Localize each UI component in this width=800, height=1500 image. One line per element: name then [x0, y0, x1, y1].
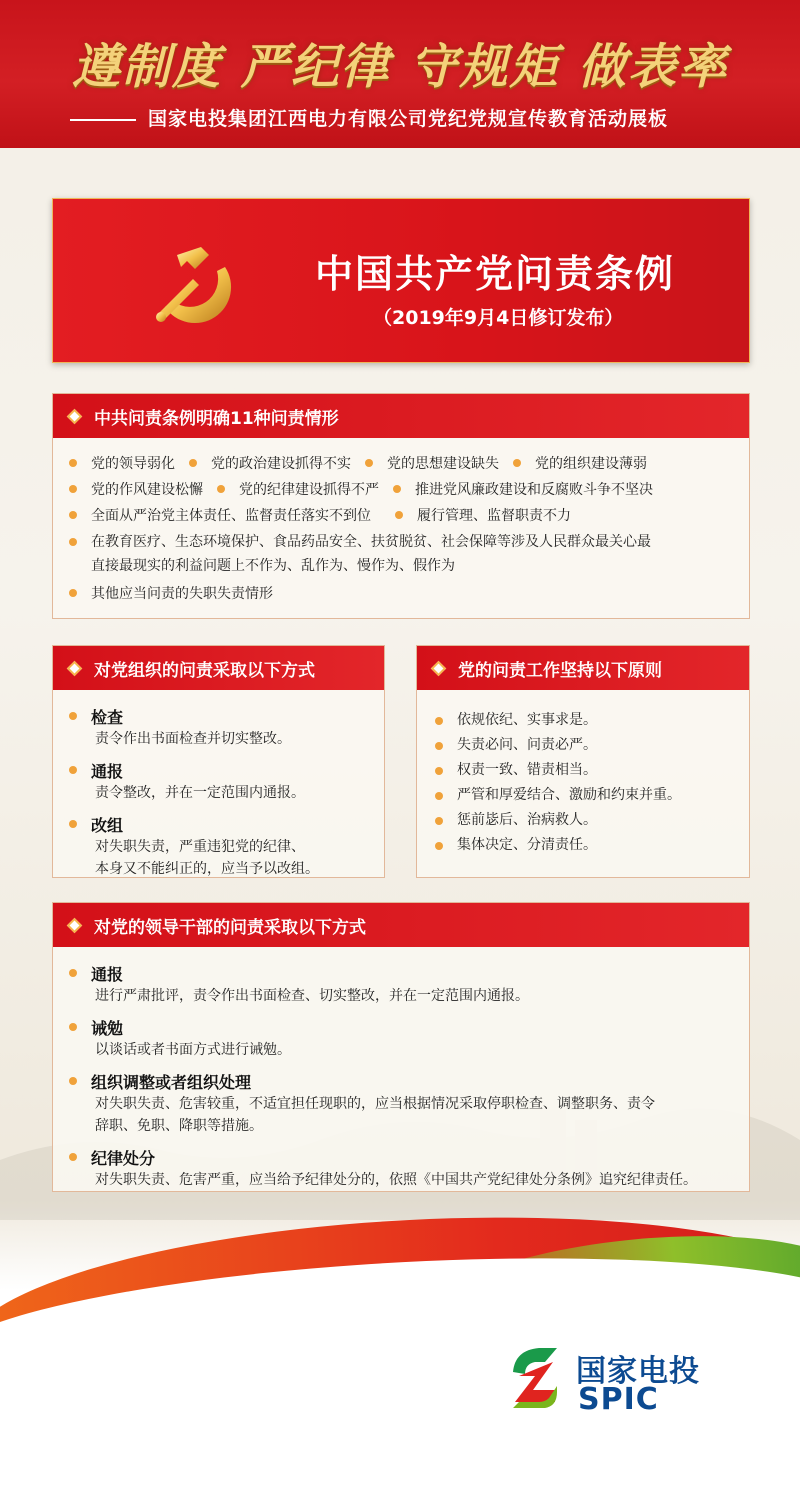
diamond-icon — [67, 660, 83, 676]
list-item — [395, 505, 571, 525]
leader-methods-panel — [52, 902, 750, 1192]
bullet-icon — [69, 459, 77, 467]
bullet-icon — [435, 742, 443, 750]
bullet-icon — [69, 538, 77, 546]
top-banner — [0, 0, 800, 148]
principles-list — [417, 690, 749, 858]
bullet-icon — [69, 1153, 77, 1161]
list-item-text: 党的政治建设抓得不实 — [211, 456, 351, 472]
leader-methods-heading — [53, 903, 749, 947]
situations-heading-text: 中共问责条例明确11种问责情形 — [94, 408, 339, 429]
list-item — [69, 530, 733, 578]
bullet-icon — [435, 842, 443, 850]
bullet-icon — [69, 820, 77, 828]
method-desc: 对失职失责、危害严重，应当给予纪律处分的，依照《中国共产党纪律处分条例》追究纪律责任。 — [95, 1172, 697, 1188]
list-item-text: 党的领导弱化 — [91, 456, 175, 472]
bullet-icon — [435, 792, 443, 800]
list-item-text: 党的思想建设缺失 — [387, 456, 499, 472]
list-item-text: 履行管理、监督职责不力 — [417, 508, 571, 524]
bullet-icon — [217, 485, 225, 493]
bullet-icon — [393, 485, 401, 493]
title-card — [52, 198, 750, 363]
list-item-text: 权责一致、错责相当。 — [457, 762, 597, 778]
list-item — [435, 808, 731, 833]
list-item — [217, 479, 379, 499]
slogan: 遵制度 严纪律 守规矩 做表率 — [71, 39, 729, 95]
bullet-icon — [365, 459, 373, 467]
bullet-icon — [69, 969, 77, 977]
list-item — [69, 479, 203, 499]
list-item — [69, 580, 733, 606]
subtitle — [70, 104, 770, 131]
list-item-text: 全面从严治党主体责任、监督责任落实不到位 — [91, 508, 371, 524]
method-title: 检查 — [91, 707, 124, 727]
list-item-text: 依规依纪、实事求是。 — [457, 712, 597, 728]
principles-heading-text: 党的问责工作坚持以下原则 — [458, 660, 662, 681]
method-desc: 对失职失责，严重违犯党的纪律、 — [95, 839, 305, 855]
method-item — [53, 812, 384, 880]
list-item-line: 直接最现实的利益问题上不作为、乱作为、慢作为、假作为 — [91, 558, 455, 574]
principles-heading — [417, 646, 749, 690]
list-item — [365, 453, 499, 473]
bullet-icon — [189, 459, 197, 467]
list-item — [435, 708, 731, 733]
method-title: 通报 — [91, 761, 124, 781]
method-desc: 以谈话或者书面方式进行诫勉。 — [95, 1042, 291, 1058]
list-item-text: 严管和厚爱结合、激励和约束并重。 — [457, 787, 681, 803]
diamond-icon — [67, 408, 83, 424]
bullet-icon — [69, 712, 77, 720]
list-item — [435, 783, 731, 808]
page-title: 中国共产党问责条例 — [315, 252, 676, 296]
list-item-text: 集体决定、分清责任。 — [457, 837, 597, 853]
list-item — [435, 758, 731, 783]
list-item-text: 其他应当问责的失职失责情形 — [91, 586, 273, 602]
bullet-icon — [435, 717, 443, 725]
list-item — [69, 505, 371, 525]
method-title: 组织调整或者组织处理 — [91, 1072, 252, 1092]
bullet-icon — [69, 485, 77, 493]
method-item — [53, 1145, 749, 1191]
bullet-icon — [69, 1023, 77, 1031]
method-item — [53, 961, 749, 1007]
method-item — [53, 758, 384, 804]
list-item-text: 党的作风建设松懈 — [91, 482, 203, 498]
method-item — [53, 1015, 749, 1061]
principles-panel — [416, 645, 750, 878]
list-item-text: 失责必问、问责必严。 — [457, 737, 597, 753]
publish-date: （2019年9月4日修订发布） — [373, 307, 624, 329]
list-item — [69, 453, 175, 473]
situations-row-3 — [69, 502, 733, 528]
method-desc: 责令整改，并在一定范围内通报。 — [95, 785, 305, 801]
spic-logo-icon — [505, 1342, 563, 1414]
bullet-icon — [69, 511, 77, 519]
situations-panel — [52, 393, 750, 619]
diamond-icon — [67, 917, 83, 933]
method-title: 纪律处分 — [91, 1148, 156, 1168]
bullet-icon — [69, 1077, 77, 1085]
list-item-text: 党的纪律建设抓得不严 — [239, 482, 379, 498]
leader-methods-heading-text: 对党的领导干部的问责采取以下方式 — [94, 917, 366, 938]
method-title: 诫勉 — [91, 1018, 124, 1038]
bullet-icon — [513, 459, 521, 467]
logo-text-en: SPIC — [578, 1382, 659, 1417]
method-desc: 对失职失责、危害较重，不适宜担任现职的，应当根据情况采取停职检查、调整职务、责令 — [95, 1096, 655, 1112]
situations-heading — [53, 394, 749, 438]
diamond-icon — [431, 660, 447, 676]
situations-row-1 — [69, 450, 733, 476]
bullet-icon — [69, 766, 77, 774]
list-item — [435, 733, 731, 758]
method-item — [53, 1069, 749, 1137]
list-item — [189, 453, 351, 473]
subtitle-dash — [70, 119, 136, 121]
logo-text-cn: 国家电投 — [576, 1354, 700, 1389]
situations-row-2 — [69, 476, 733, 502]
party-emblem-icon — [147, 237, 237, 327]
list-item-line: 在教育医疗、生态环境保护、食品药品安全、扶贫脱贫、社会保障等涉及人民群众最关心最 — [91, 534, 651, 550]
list-item-text: 党的组织建设薄弱 — [535, 456, 647, 472]
list-item — [435, 833, 731, 858]
method-desc: 责令作出书面检查并切实整改。 — [95, 731, 291, 747]
list-item — [513, 453, 647, 473]
bullet-icon — [395, 511, 403, 519]
list-item-text — [91, 530, 651, 578]
method-desc: 辞职、免职、降职等措施。 — [95, 1118, 263, 1134]
list-item-text: 惩前毖后、治病救人。 — [457, 812, 597, 828]
bullet-icon — [435, 817, 443, 825]
org-methods-heading-text: 对党组织的问责采取以下方式 — [94, 660, 315, 681]
org-methods-panel — [52, 645, 385, 878]
method-title: 通报 — [91, 964, 124, 984]
method-title: 改组 — [91, 815, 124, 835]
method-desc: 本身又不能纠正的，应当予以改组。 — [95, 861, 319, 877]
org-methods-heading — [53, 646, 384, 690]
bullet-icon — [69, 589, 77, 597]
list-item-text: 推进党风廉政建设和反腐败斗争不坚决 — [415, 482, 653, 498]
subtitle-text: 国家电投集团江西电力有限公司党纪党规宣传教育活动展板 — [148, 108, 669, 130]
method-desc: 进行严肃批评，责令作出书面检查、切实整改，并在一定范围内通报。 — [95, 988, 529, 1004]
bullet-icon — [435, 767, 443, 775]
list-item — [393, 479, 653, 499]
method-item — [53, 704, 384, 750]
